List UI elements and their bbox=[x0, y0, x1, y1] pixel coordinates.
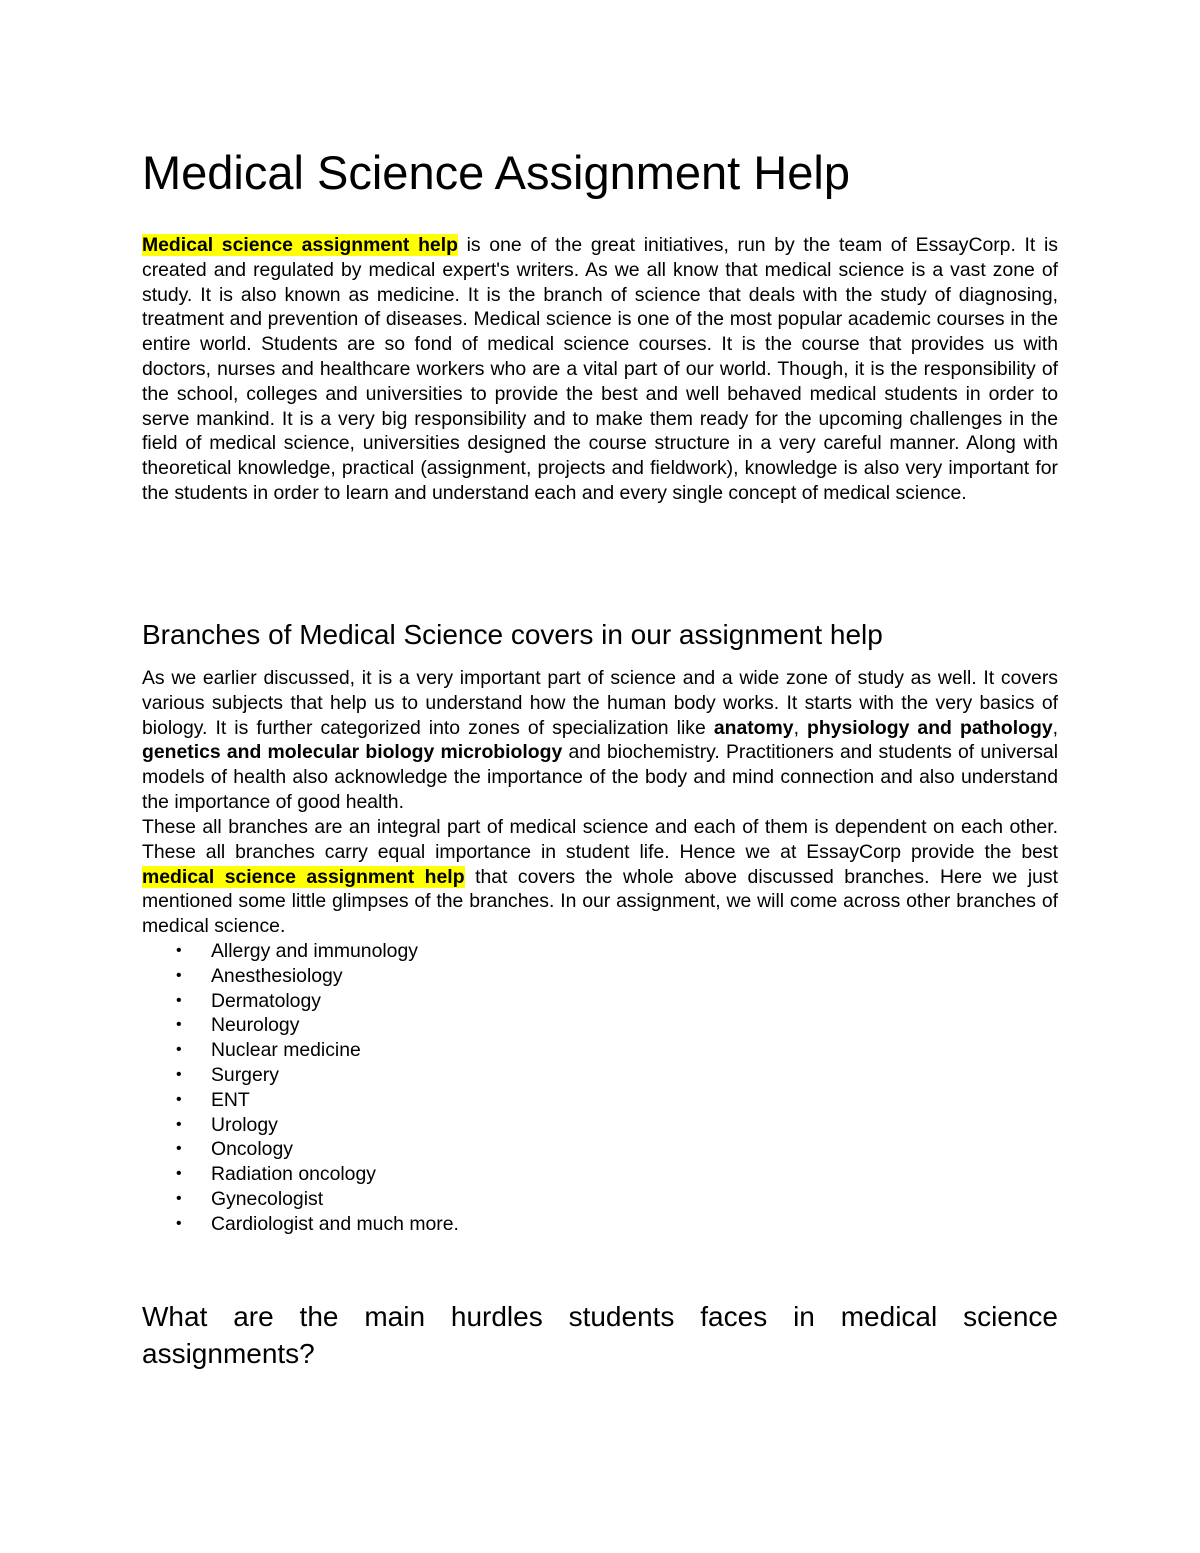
branches-text-c: These all branches are an integral part of medical science and each of them is dependent on each other. These all branches carry equal importance in student life. Hence we at EssayCorp provide the best bbox=[142, 816, 1058, 863]
list-item bbox=[142, 1137, 742, 1162]
intro-paragraph bbox=[142, 233, 1058, 506]
bold-term-genetics: genetics and molecular biology microbiology bbox=[142, 741, 563, 764]
hurdles-heading-line2: assignments? bbox=[142, 1338, 315, 1369]
bullet-icon: • bbox=[176, 1140, 182, 1158]
page-title: Medical Science Assignment Help bbox=[142, 146, 850, 199]
highlighted-keyword-2: medical science assignment help bbox=[142, 865, 465, 888]
bullet-icon: • bbox=[176, 1016, 182, 1034]
list-item-label: Urology bbox=[211, 1113, 278, 1136]
list-item bbox=[142, 1063, 742, 1088]
bold-term-physiology: physiology and pathology bbox=[807, 716, 1053, 739]
list-item-label: Anesthesiology bbox=[211, 964, 343, 987]
bullet-icon: • bbox=[176, 1115, 182, 1133]
bold-term-anatomy: anatomy bbox=[713, 716, 794, 739]
list-item-label: Surgery bbox=[211, 1063, 279, 1086]
list-item bbox=[142, 1088, 742, 1113]
bullet-icon: • bbox=[176, 942, 182, 959]
highlighted-keyword: Medical science assignment help bbox=[142, 234, 458, 256]
list-item bbox=[142, 1038, 742, 1063]
branches-list bbox=[142, 939, 742, 1237]
bullet-icon: • bbox=[176, 1189, 182, 1207]
branches-text-d: that covers the whole above discussed branches. Here we just mentioned some little glimpses of the branches. In our assignment, we will come across other branches of medical science. bbox=[142, 865, 1058, 938]
list-item bbox=[142, 939, 742, 964]
list-item bbox=[142, 964, 742, 989]
branches-paragraph bbox=[142, 666, 1058, 815]
list-item-label: Allergy and immunology bbox=[211, 940, 418, 962]
intro-text: is one of the great initiatives, run by the team of EssayCorp. It is created and regulated by medical expert's writers. As we all know that medical science is a vast zone of study. It is also known as medicine. It is the branch of science that deals with the study of diagnosing, treatment and prevention of diseases. Medical science is one of the most popular academic courses in the entire world. Students are so fond of medical science courses. It is the course that provides us with doctors, nurses and healthcare workers who are a vital part of our world. Though, it is the responsibility of the school, colleges and universities to provide the best and well behaved medical students in order to serve mankind. It is a very big responsibility and to make them ready for the upcoming challenges in the field of medical science, universities designed the course structure in a very careful manner. Along with theoretical knowledge, practical (assignment, projects and fieldwork), knowledge is also very important for the students in order to learn and understand each and every single concept of medical science. bbox=[142, 234, 1058, 504]
list-item-label: Oncology bbox=[211, 1138, 293, 1161]
bullet-icon: • bbox=[176, 1165, 182, 1183]
list-item-label: ENT bbox=[211, 1088, 250, 1111]
list-item-label: Neurology bbox=[211, 1014, 300, 1037]
list-item-label: Nuclear medicine bbox=[211, 1039, 361, 1062]
list-item bbox=[142, 1212, 742, 1237]
list-item-label: Dermatology bbox=[211, 989, 321, 1012]
list-item bbox=[142, 1013, 742, 1038]
separator: , bbox=[1052, 716, 1058, 739]
bullet-icon: • bbox=[176, 966, 182, 984]
bullet-icon: • bbox=[176, 1214, 182, 1232]
list-item bbox=[142, 1187, 742, 1212]
bullet-icon: • bbox=[176, 991, 182, 1009]
bullet-icon: • bbox=[176, 1041, 182, 1059]
list-item-label: Gynecologist bbox=[211, 1187, 324, 1210]
branches-heading: Branches of Medical Science covers in our assignment help bbox=[142, 619, 883, 650]
bullet-icon: • bbox=[176, 1065, 182, 1083]
branches-text-a: As we earlier discussed, it is a very important part of science and a wide zone of study as well. It covers various subjects that help us to understand how the human body works. It starts with the very basics of biology. It is further categorized into zones of specialization like bbox=[142, 667, 1058, 739]
list-item bbox=[142, 989, 742, 1014]
bullet-icon: • bbox=[176, 1090, 182, 1108]
branches-paragraph-2 bbox=[142, 815, 1058, 939]
hurdles-heading bbox=[142, 1298, 1058, 1336]
list-item bbox=[142, 1113, 742, 1138]
list-item-label: Cardiologist and much more. bbox=[211, 1212, 459, 1235]
separator: , bbox=[793, 716, 808, 739]
branches-text-b: and biochemistry. Practitioners and students of universal models of health also acknowledge the importance of the body and mind connection and also understand the importance of good health. bbox=[142, 741, 1058, 813]
hurdles-heading-line1: What are the main hurdles students faces in medical science bbox=[142, 1301, 1058, 1332]
list-item bbox=[142, 1162, 742, 1187]
list-item-label: Radiation oncology bbox=[211, 1163, 376, 1186]
